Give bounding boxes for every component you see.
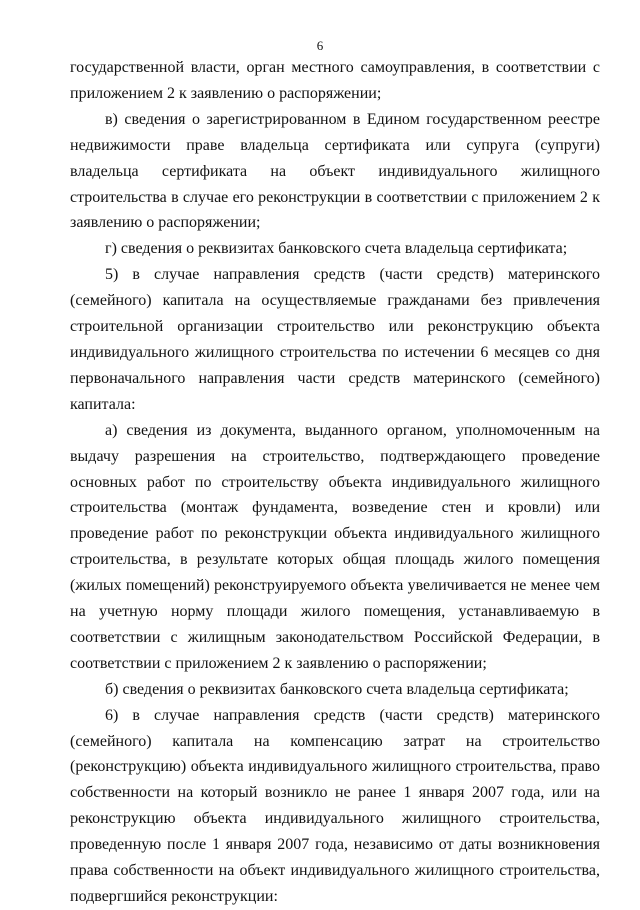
- paragraph-item-b: б) сведения о реквизитах банковского счета владельца сертификата;: [105, 680, 569, 698]
- paragraph-item-v: в) сведения о зарегистрированном в Едином государственном реестре недвижимости праве владельца сертификата или супруга (супруги) владельца сертификата на объект индивидуального жилищного строительства в случае его реконструкции в соответствии с приложением 2 к заявлению о распоряжении;: [70, 110, 600, 232]
- paragraph-item-5: 5) в случае направления средств (части средств) материнского (семейного) капитала на осуществляемые гражданами без привлечения строительной организации строительство или реконструкцию объекта индивидуального жилищного строительства по истечении 6 месяцев со дня первоначального направления части средств материнского (семейного) капитала:: [70, 266, 600, 413]
- paragraph-continuation: государственной власти, орган местного самоуправления, в соответствии с приложением 2 к заявлению о распоряжении;: [70, 59, 600, 102]
- paragraph-item-6: 6) в случае направления средств (части средств) материнского (семейного) капитала на компенсацию затрат на строительство (реконструкцию) объекта индивидуального жилищного строительства, право собственности на который возникло не ранее 1 января 2007 года, или на реконструкцию объекта индивидуального жилищного строительства, проведенную после 1 января 2007 года, независимо от даты возникновения права собственности на объект индивидуального жилищного строительства, подвергшийся реконструкции:: [70, 706, 600, 905]
- paragraph-item-g: г) сведения о реквизитах банковского счета владельца сертификата;: [105, 240, 568, 258]
- page-number: 6: [316, 38, 324, 53]
- document-body: [70, 55, 600, 910]
- paragraph-item-a: а) сведения из документа, выданного органом, уполномоченным на выдачу разрешения на строительство, подтверждающего проведение основных работ по строительству объекта индивидуального жилищного строительства (монтаж фундамента, возведение стен и кровли) или проведение работ по реконструкции объекта индивидуального жилищного строительства, в результате которых общая площадь жилого помещения (жилых помещений) реконструируемого объекта увеличивается не менее чем на учетную норму площади жилого помещения, устанавливаемую в соответствии с жилищным законодательством Российской Федерации, в соответствии с приложением 2 к заявлению о распоряжении;: [70, 421, 600, 672]
